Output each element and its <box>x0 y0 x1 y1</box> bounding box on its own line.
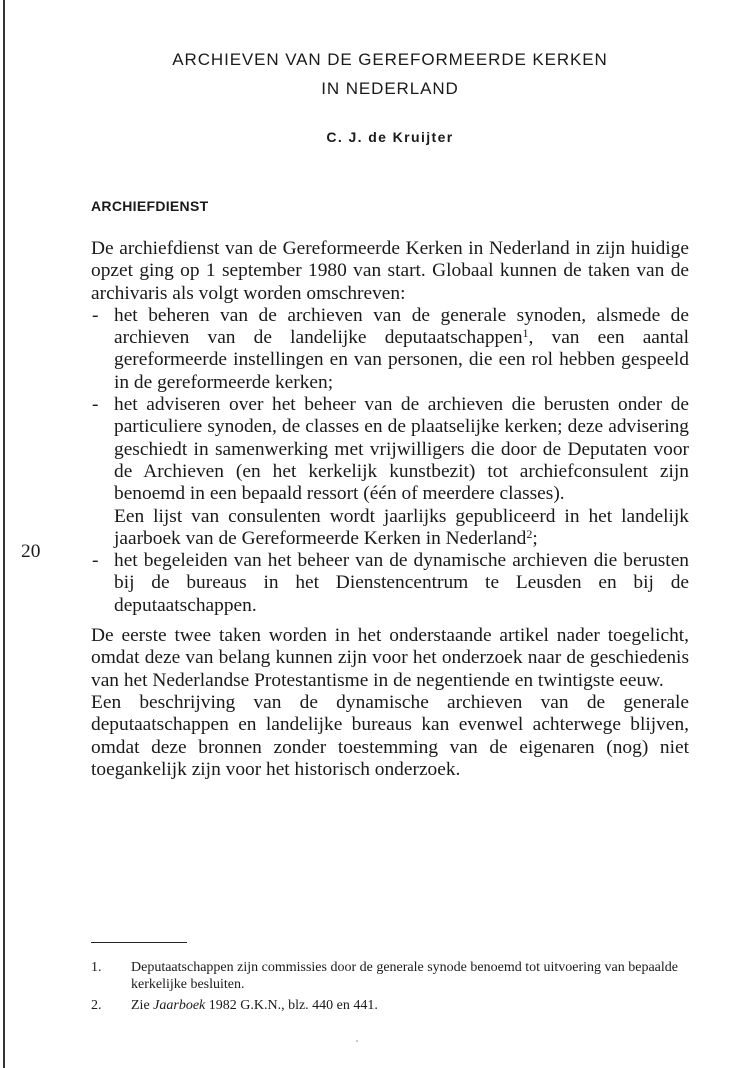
footnote-ref-1: 1 <box>522 326 529 341</box>
task-1-text: het beheren van de archieven van de generale synoden, alsmede de archieven van de landelijke deputaatschappen <box>114 304 689 349</box>
footnote-ref-2: 2 <box>526 526 533 541</box>
footnote-2-post: 1982 G.K.N., blz. 440 en 441. <box>208 998 378 1013</box>
article-author: C. J. de Kruijter <box>326 129 454 145</box>
page-spine-edge <box>3 0 5 1068</box>
footnote-2-pre: Zie <box>131 998 150 1013</box>
footnote-divider <box>91 942 187 943</box>
page-number: 20 <box>21 541 41 562</box>
article-title-line-1: ARCHIEVEN VAN DE GEREFORMEERDE KERKEN <box>172 50 608 69</box>
footnote-1-text: Deputaatschappen zijn commissies door de generale synode benoemd tot uitvoering van bepaalde kerkelijke besluiten. <box>131 960 678 992</box>
scan-speck <box>356 1040 358 1042</box>
footnote-2-title: Jaarboek <box>153 998 206 1013</box>
list-dash: - <box>92 394 99 416</box>
list-dash: - <box>92 304 99 326</box>
footnote-2 <box>91 998 689 1015</box>
article-body <box>91 238 689 781</box>
footnote-2-number: 2. <box>91 998 102 1013</box>
footnote-1-number: 1. <box>91 960 102 975</box>
article-title-line-2: IN NEDERLAND <box>321 79 459 98</box>
body-paragraph-3: Een beschrijving van de dynamische archieven van de generale deputaatschappen en landelijke bureaus kan evenwel achterwege blijven, omdat deze bronnen zonder toestemming van de eigenaren (nog) niet toegankelijk zijn voor het historisch onderzoek. <box>91 691 689 780</box>
list-dash: - <box>92 550 99 572</box>
task-2-text: het adviseren over het beheer van de archieven die berusten onder de particuliere synoden, de classes en de plaatselijke kerken; deze advisering geschiedt in samenwerking met vrijwilligers die door de Deputaten voor de Archieven (en het kerkelijk kunstbezit) tot archiefconsulent zijn benoemd in een bepaald ressort (één of meerdere classes). <box>114 394 689 505</box>
task-item-1 <box>91 305 689 394</box>
task-2-extra-end: ; <box>532 527 538 549</box>
task-2-extra: Een lijst van consulenten wordt jaarlijks gepubliceerd in het landelijk jaarboek van de Gereformeerde Kerken in Nederland <box>114 505 689 549</box>
intro-paragraph: De archiefdienst van de Gereformeerde Kerken in Nederland in zijn huidige opzet ging op 1 september 1980 van start. Globaal kunnen de taken van de archivaris als volgt worden omschreven: <box>91 238 689 304</box>
task-3-text: het begeleiden van het beheer van de dynamische archieven die berusten bij de bureaus in het Dienstencentrum te Leusden en bij de deputaatschappen. <box>114 550 689 616</box>
footnotes <box>91 960 689 1020</box>
footnote-1 <box>91 960 689 993</box>
section-heading: ARCHIEFDIENST <box>91 198 209 214</box>
task-1-text-cont: , van een aantal gereformeerde instellingen en van personen, die een rol hebben gespeeld in de gereformeerde kerken; <box>114 327 689 393</box>
body-paragraph-2: De eerste twee taken worden in het onderstaande artikel nader toegelicht, omdat deze van belang kunnen zijn voor het onderzoek naar de geschiedenis van het Nederlandse Protestantisme in de negentiende en twintigste eeuw. <box>91 625 689 691</box>
task-item-2 <box>91 394 689 550</box>
task-item-3 <box>91 550 689 617</box>
task-list <box>91 305 689 617</box>
